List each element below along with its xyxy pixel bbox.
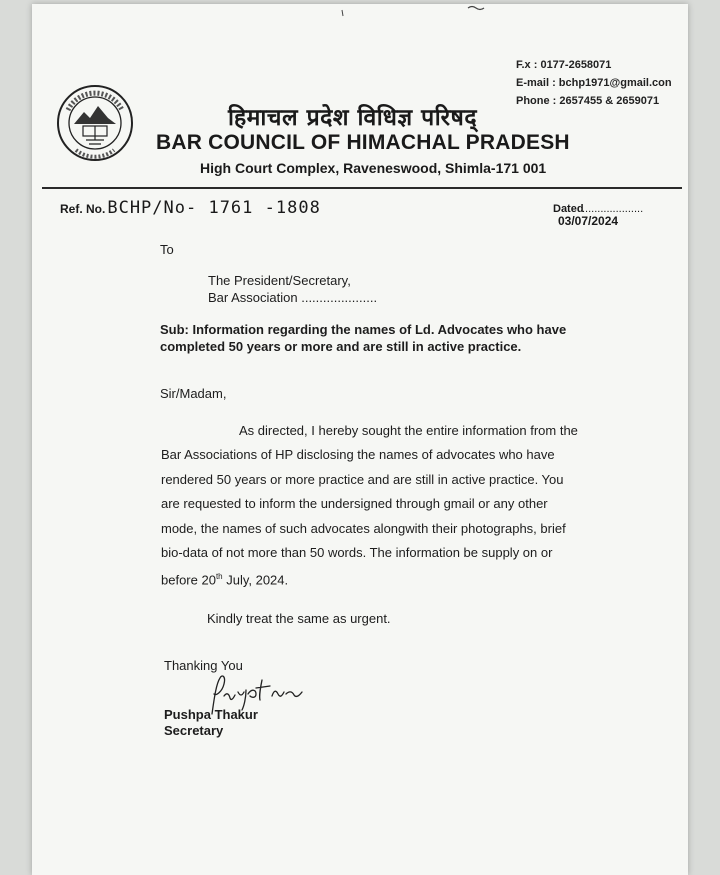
dated-dots: .................... — [582, 203, 644, 215]
fax-text: F.x : 0177-2658071 — [516, 59, 612, 71]
subject-line-1: Sub: Information regarding the names of Ld. Advocates who have — [160, 322, 567, 337]
bar-council-seal-icon — [56, 84, 134, 162]
salutation: Sir/Madam, — [160, 386, 227, 401]
body-line: rendered 50 years or more practice and are still in active practice. You — [161, 471, 564, 487]
letter-page — [32, 4, 688, 875]
deadline-ordinal: th — [215, 572, 223, 582]
addressee-line-2: Bar Association ..................... — [208, 290, 378, 305]
body-line-last — [161, 565, 578, 593]
body-line: Bar Associations of HP disclosing the names of advocates who have — [161, 447, 555, 463]
ref-label: Ref. No. — [60, 202, 106, 216]
email-text: E-mail : bchp1971@gmail.con — [516, 77, 672, 89]
addressee-line-1: The President/Secretary, — [208, 273, 351, 288]
scan-marks — [338, 4, 498, 18]
closing: Thanking You — [164, 658, 243, 673]
contact-block — [516, 56, 672, 110]
deadline-suffix: July, 2024. — [222, 572, 289, 588]
dated-value: 03/07/2024 — [558, 214, 619, 228]
subject-line-2: completed 50 years or more and are still in active practice. — [160, 339, 522, 354]
hindi-org-name: हिमाचल प्रदेश विधिज्ञ परिषद् — [228, 105, 478, 131]
urgent-note: Kindly treat the same as urgent. — [207, 611, 391, 626]
deadline-prefix: before 20 — [161, 572, 216, 588]
body-line: As directed, I hereby sought the entire information from the — [239, 423, 578, 438]
org-address: High Court Complex, Raveneswood, Shimla-171 001 — [200, 160, 547, 176]
to-line: To — [160, 242, 174, 257]
dated-label: Dated — [553, 203, 584, 215]
signatory-name: Pushpa Thakur — [164, 707, 258, 722]
reference-number — [60, 198, 321, 218]
body-line: are requested to inform the undersigned through gmail or any other — [161, 496, 548, 512]
letter-body — [161, 419, 578, 593]
addressee — [208, 272, 377, 306]
org-name: BAR COUNCIL OF HIMACHAL PRADESH — [156, 131, 570, 154]
phone-text: Phone : 2657455 & 2659071 — [516, 95, 660, 107]
subject — [160, 321, 566, 355]
body-line: mode, the names of such advocates alongwith their photographs, brief — [161, 520, 566, 536]
header-divider — [42, 187, 682, 189]
body-line: bio-data of not more than 50 words. The information be supply on or — [161, 545, 553, 561]
ref-handwritten-number: BCHP/No- 1761 -1808 — [107, 198, 321, 218]
signatory-title: Secretary — [164, 723, 224, 738]
